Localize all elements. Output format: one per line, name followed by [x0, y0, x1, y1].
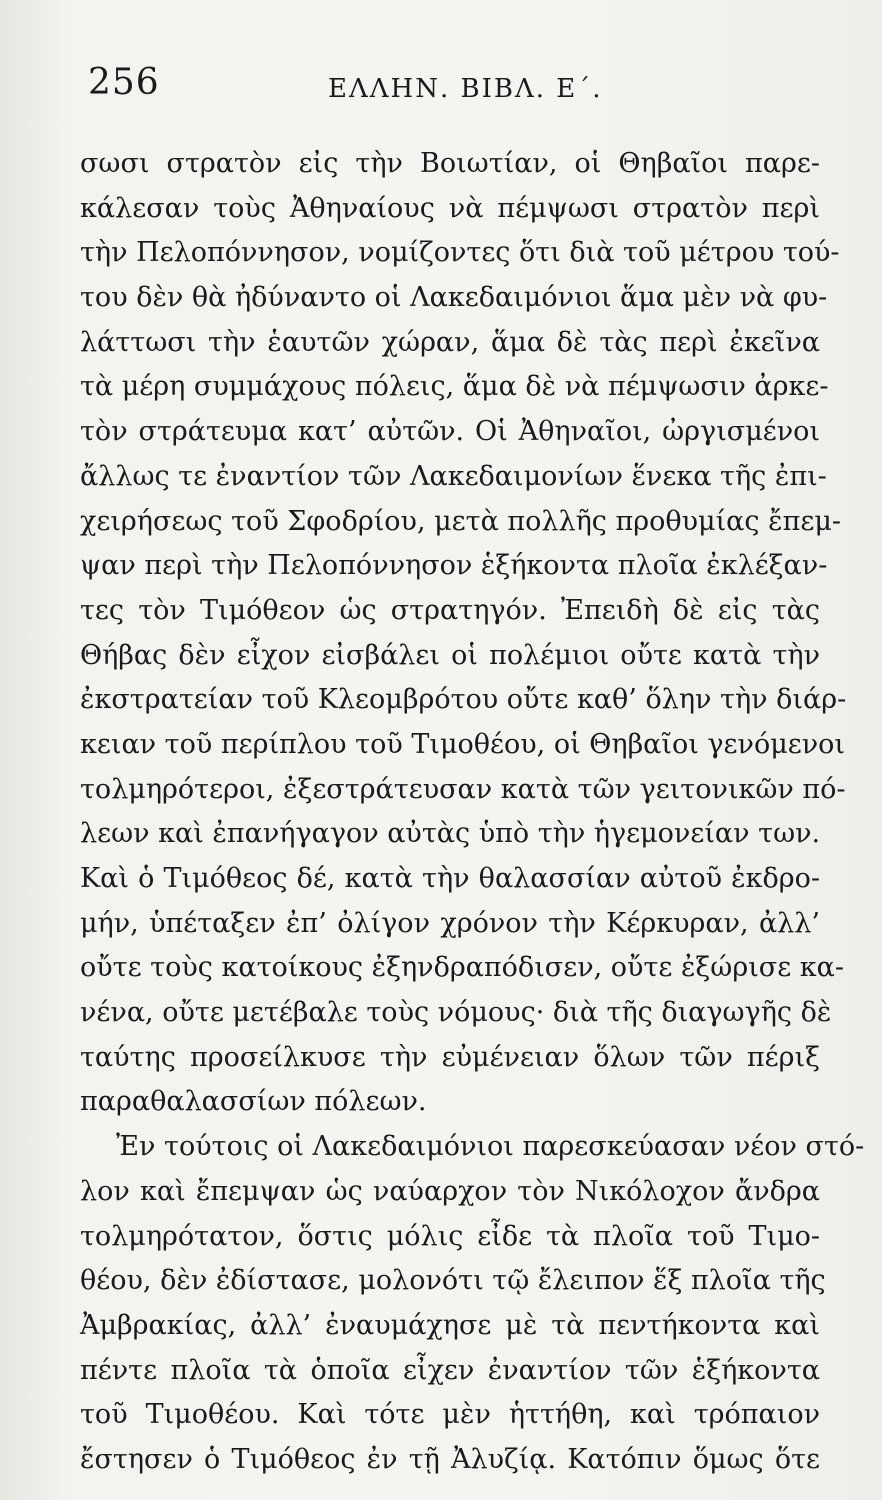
text-line: ψαν περὶ τὴν Πελοπόννησον ἑξήκοντα πλοῖα ἐκλέξαν-: [80, 550, 828, 582]
text-line: ἄλλως τε ἐναντίον τῶν Λακεδαιμονίων ἕνεκα τῆς ἐπι-: [80, 460, 827, 492]
text-line: ταύτης προσείλκυσε τὴν εὐμένειαν ὅλων τῶν πέριξ: [80, 1041, 820, 1073]
paragraph-first-line: Ἐν τούτοις οἱ Λακεδαιμόνιοι παρεσκεύασαν νέον στό-: [116, 1131, 865, 1163]
text-line: σωσι στρατὸν εἰς τὴν Βοιωτίαν, οἱ Θηβαῖοι παρε-: [80, 148, 820, 179]
text-line: παραθαλασσίων πόλεων.: [80, 1086, 427, 1118]
text-line: τολμηρότεροι, ἐξεστράτευσαν κατὰ τῶν γειτονικῶν πό-: [80, 773, 846, 805]
text-line: θέου, δὲν ἐδίστασε, μολονότι τῷ ἔλειπον ἕξ πλοῖα τῆς: [80, 1265, 826, 1297]
text-line: μήν, ὑπέταξεν ἐπ’ ὀλίγον χρόνον τὴν Κέρκυραν, ἀλλ’: [80, 907, 820, 939]
page-number: 256: [88, 62, 160, 103]
text-line: Θήβας δὲν εἶχον εἰσβάλει οἱ πολέμιοι οὔτε κατὰ τὴν: [80, 639, 820, 671]
text-line: τες τὸν Τιμόθεον ὡς στρατηγόν. Ἐπειδὴ δὲ εἰς τὰς: [80, 594, 820, 626]
page-header: [88, 62, 808, 108]
text-line: πέντε πλοῖα τὰ ὁποῖα εἶχεν ἐναντίον τῶν ἑξήκοντα: [80, 1354, 820, 1386]
text-line: χειρήσεως τοῦ Σφοδρίου, μετὰ πολλῆς προθυμίας ἔπεμ-: [80, 505, 842, 537]
text-line: κειαν τοῦ περίπλου τοῦ Τιμοθέου, οἱ Θηβαῖοι γενόμενοι: [80, 728, 846, 760]
text-line: τὰ μέρη συμμάχους πόλεις, ἅμα δὲ νὰ πέμψωσιν ἀρκε-: [80, 371, 829, 403]
text-line: Καὶ ὁ Τιμόθεος δέ, κατὰ τὴν θαλασσίαν αὐτοῦ ἐκδρο-: [80, 863, 820, 894]
text-line: τὴν Πελοπόννησον, νομίζοντες ὅτι διὰ τοῦ μέτρου τού-: [80, 237, 840, 269]
text-line: κάλεσαν τοὺς Ἀθηναίους νὰ πέμψωσι στρατὸν περὶ: [80, 192, 820, 224]
text-line: του δὲν θὰ ἠδύναντο οἱ Λακεδαιμόνιοι ἅμα μὲν νὰ φυ-: [80, 282, 828, 314]
text-line: τοῦ Τιμοθέου. Καὶ τότε μὲν ἡττήθη, καὶ τρόπαιον: [80, 1399, 820, 1431]
text-line: ἐκστρατείαν τοῦ Κλεομβρότου οὔτε καθ’ ὅλην τὴν διάρ-: [80, 684, 847, 716]
body-text: [80, 142, 865, 1483]
text-line: τὸν στράτευμα κατ’ αὐτῶν. Οἱ Ἀθηναῖοι, ὠργισμένοι: [80, 416, 820, 448]
text-line: νένα, οὔτε μετέβαλε τοὺς νόμους· διὰ τῆς διαγωγῆς δὲ: [80, 997, 832, 1029]
text-line: λάττωσι τὴν ἑαυτῶν χώραν, ἅμα δὲ τὰς περὶ ἐκεῖνα: [80, 326, 820, 358]
text-line: τολμηρότατον, ὅστις μόλις εἶδε τὰ πλοῖα τοῦ Τιμο-: [80, 1220, 820, 1252]
text-line: λεων καὶ ἐπανήγαγον αὐτὰς ὑπὸ τὴν ἡγεμονείαν των.: [80, 818, 821, 850]
text-line: λον καὶ ἔπεμψαν ὡς ναύαρχον τὸν Νικόλοχον ἄνδρα: [80, 1175, 820, 1207]
running-head: ΕΛΛΗΝ. ΒΙΒΛ. Ε΄.: [328, 74, 603, 104]
text-line: οὔτε τοὺς κατοίκους ἐξηνδραπόδισεν, οὔτε ἐξώρισε κα-: [80, 952, 845, 984]
text-line: ἔστησεν ὁ Τιμόθεος ἐν τῇ Ἀλυζίᾳ. Κατόπιν ὅμως ὅτε: [80, 1443, 820, 1475]
text-line: Ἀμβρακίας, ἀλλ’ ἐναυμάχησε μὲ τὰ πεντήκοντα καὶ: [80, 1309, 820, 1341]
